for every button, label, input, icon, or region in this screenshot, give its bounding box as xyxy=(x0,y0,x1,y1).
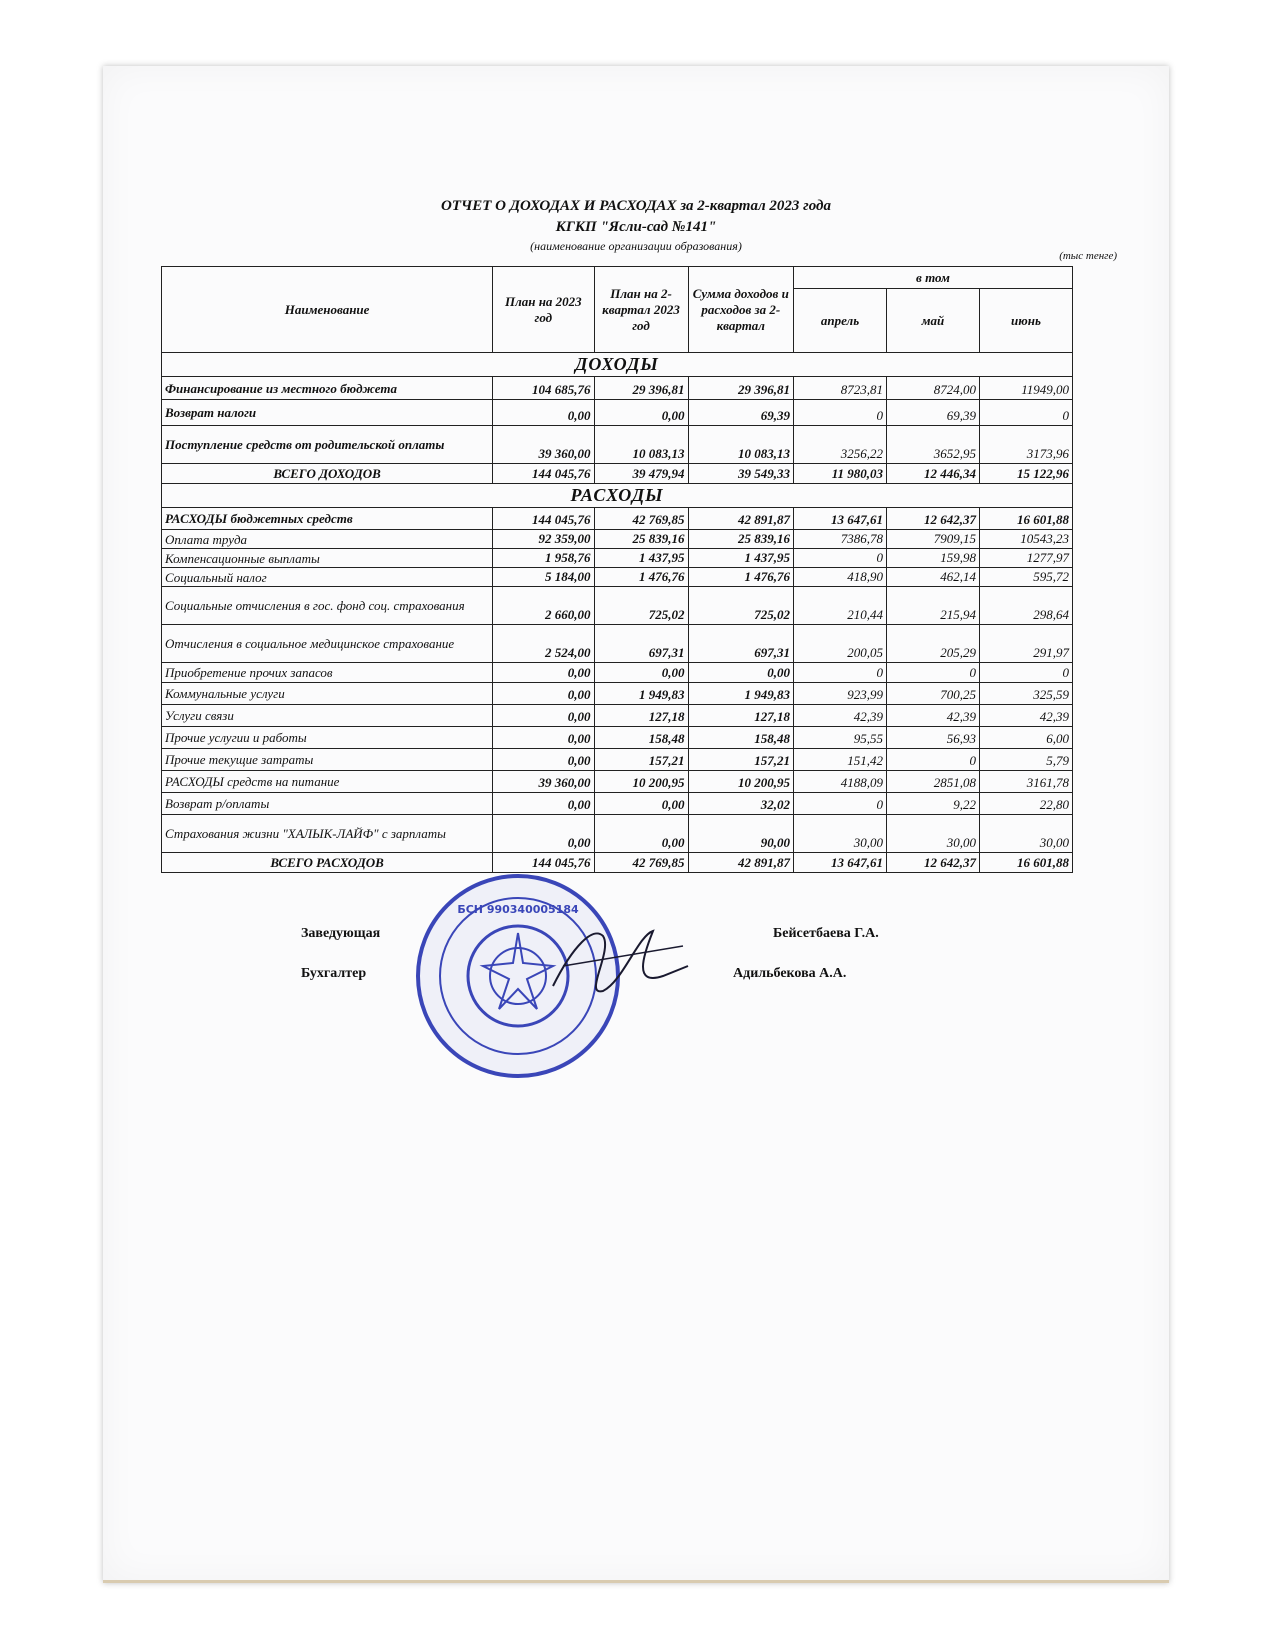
cell-sum-q2: 157,21 xyxy=(688,749,794,771)
section-title: РАСХОДЫ xyxy=(162,484,1073,508)
row-name: Возврат налоги xyxy=(162,400,493,426)
cell-plan-q2: 10 200,95 xyxy=(594,771,688,793)
cell-may: 462,14 xyxy=(887,568,980,587)
cell-april: 13 647,61 xyxy=(794,508,887,530)
row-name: Поступление средств от родительской оплаты xyxy=(162,426,493,464)
row-name: Прочие текущие затраты xyxy=(162,749,493,771)
row-name: Возврат р/оплаты xyxy=(162,793,493,815)
cell-june: 291,97 xyxy=(979,625,1072,663)
cell-may: 69,39 xyxy=(887,400,980,426)
col-header-sum-q2: Сумма доходов и расходов за 2-квартал xyxy=(688,267,794,353)
total-row xyxy=(162,853,1073,873)
cell-sum-q2: 10 200,95 xyxy=(688,771,794,793)
cell-april: 3256,22 xyxy=(794,426,887,464)
cell-april: 42,39 xyxy=(794,705,887,727)
cell-april: 11 980,03 xyxy=(794,464,887,484)
cell-june: 5,79 xyxy=(979,749,1072,771)
cell-sum-q2: 32,02 xyxy=(688,793,794,815)
table-row xyxy=(162,683,1073,705)
cell-may: 56,93 xyxy=(887,727,980,749)
cell-plan-q2: 10 083,13 xyxy=(594,426,688,464)
table-row xyxy=(162,705,1073,727)
row-name: ВСЕГО ДОХОДОВ xyxy=(162,464,493,484)
cell-april: 30,00 xyxy=(794,815,887,853)
table-row xyxy=(162,749,1073,771)
document-page xyxy=(103,66,1169,1583)
cell-sum-q2: 39 549,33 xyxy=(688,464,794,484)
row-name: Отчисления в социальное медицинское страхование xyxy=(162,625,493,663)
cell-plan-q2: 39 479,94 xyxy=(594,464,688,484)
cell-may: 2851,08 xyxy=(887,771,980,793)
cell-june: 15 122,96 xyxy=(979,464,1072,484)
col-header-including: в том xyxy=(794,267,1073,289)
cell-sum-q2: 29 396,81 xyxy=(688,377,794,400)
row-name: РАСХОДЫ средств на питание xyxy=(162,771,493,793)
cell-plan-year: 144 045,76 xyxy=(493,508,594,530)
cell-plan-q2: 25 839,16 xyxy=(594,530,688,549)
table-row xyxy=(162,625,1073,663)
cell-may: 215,94 xyxy=(887,587,980,625)
cell-may: 42,39 xyxy=(887,705,980,727)
cell-june: 42,39 xyxy=(979,705,1072,727)
income-expense-table xyxy=(161,266,1073,873)
cell-june: 595,72 xyxy=(979,568,1072,587)
cell-sum-q2: 1 437,95 xyxy=(688,549,794,568)
cell-june: 1277,97 xyxy=(979,549,1072,568)
cell-may: 700,25 xyxy=(887,683,980,705)
cell-plan-year: 2 660,00 xyxy=(493,587,594,625)
cell-plan-q2: 0,00 xyxy=(594,793,688,815)
cell-plan-q2: 0,00 xyxy=(594,400,688,426)
cell-sum-q2: 697,31 xyxy=(688,625,794,663)
head-title: Заведующая xyxy=(301,926,381,941)
table-row xyxy=(162,530,1073,549)
cell-plan-year: 0,00 xyxy=(493,815,594,853)
cell-april: 0 xyxy=(794,663,887,683)
col-header-plan-q2: План на 2-квартал 2023 год xyxy=(594,267,688,353)
cell-may: 205,29 xyxy=(887,625,980,663)
section-header-income xyxy=(162,353,1073,377)
cell-sum-q2: 25 839,16 xyxy=(688,530,794,549)
table-row xyxy=(162,377,1073,400)
row-name: Коммунальные услуги xyxy=(162,683,493,705)
col-header-plan-year: План на 2023 год xyxy=(493,267,594,353)
cell-plan-year: 0,00 xyxy=(493,793,594,815)
handwritten-signature xyxy=(543,906,693,1016)
row-name: Финансирование из местного бюджета xyxy=(162,377,493,400)
row-name: Компенсационные выплаты xyxy=(162,549,493,568)
report-title: ОТЧЕТ О ДОХОДАХ И РАСХОДАХ за 2-квартал 2023 года xyxy=(441,198,831,214)
cell-may: 12 642,37 xyxy=(887,853,980,873)
cell-april: 210,44 xyxy=(794,587,887,625)
cell-sum-q2: 1 476,76 xyxy=(688,568,794,587)
cell-june: 11949,00 xyxy=(979,377,1072,400)
cell-plan-q2: 42 769,85 xyxy=(594,853,688,873)
cell-sum-q2: 42 891,87 xyxy=(688,853,794,873)
cell-april: 8723,81 xyxy=(794,377,887,400)
cell-plan-year: 0,00 xyxy=(493,705,594,727)
accountant-title: Бухгалтер xyxy=(301,966,367,981)
cell-plan-q2: 158,48 xyxy=(594,727,688,749)
cell-may: 7909,15 xyxy=(887,530,980,549)
cell-june: 3173,96 xyxy=(979,426,1072,464)
table-row xyxy=(162,771,1073,793)
cell-plan-year: 0,00 xyxy=(493,749,594,771)
cell-plan-year: 0,00 xyxy=(493,727,594,749)
cell-sum-q2: 1 949,83 xyxy=(688,683,794,705)
col-header-june: июнь xyxy=(979,289,1072,353)
cell-may: 0 xyxy=(887,749,980,771)
cell-june: 325,59 xyxy=(979,683,1072,705)
head-name: Бейсетбаева Г.А. xyxy=(773,926,879,941)
organization-caption: (наименование организации образования) xyxy=(530,239,742,253)
cell-april: 7386,78 xyxy=(794,530,887,549)
cell-june: 0 xyxy=(979,663,1072,683)
cell-june: 0 xyxy=(979,400,1072,426)
col-header-april: апрель xyxy=(794,289,887,353)
table-row xyxy=(162,549,1073,568)
cell-april: 95,55 xyxy=(794,727,887,749)
accountant-name: Адильбекова А.А. xyxy=(733,966,847,981)
cell-plan-year: 5 184,00 xyxy=(493,568,594,587)
cell-plan-year: 144 045,76 xyxy=(493,464,594,484)
cell-april: 151,42 xyxy=(794,749,887,771)
cell-plan-q2: 725,02 xyxy=(594,587,688,625)
cell-plan-year: 0,00 xyxy=(493,400,594,426)
cell-may: 12 446,34 xyxy=(887,464,980,484)
cell-sum-q2: 725,02 xyxy=(688,587,794,625)
cell-april: 4188,09 xyxy=(794,771,887,793)
cell-may: 9,22 xyxy=(887,793,980,815)
cell-may: 30,00 xyxy=(887,815,980,853)
table-row xyxy=(162,400,1073,426)
cell-plan-q2: 157,21 xyxy=(594,749,688,771)
row-name: Социальные отчисления в гос. фонд соц. страхования xyxy=(162,587,493,625)
cell-may: 0 xyxy=(887,663,980,683)
cell-plan-q2: 1 949,83 xyxy=(594,683,688,705)
table-row xyxy=(162,727,1073,749)
cell-may: 3652,95 xyxy=(887,426,980,464)
row-name: Оплата труда xyxy=(162,530,493,549)
cell-june: 3161,78 xyxy=(979,771,1072,793)
cell-april: 200,05 xyxy=(794,625,887,663)
row-name: РАСХОДЫ бюджетных средств xyxy=(162,508,493,530)
organization-name: КГКП "Ясли-сад №141" xyxy=(555,219,717,235)
table-row xyxy=(162,663,1073,683)
col-header-may: май xyxy=(887,289,980,353)
cell-plan-q2: 1 437,95 xyxy=(594,549,688,568)
cell-plan-q2: 127,18 xyxy=(594,705,688,727)
row-name: Страхования жизни "ХАЛЫК-ЛАЙФ" с зарплаты xyxy=(162,815,493,853)
units-note: (тыс тенге) xyxy=(1059,250,1117,262)
cell-april: 0 xyxy=(794,400,887,426)
cell-april: 418,90 xyxy=(794,568,887,587)
cell-plan-q2: 0,00 xyxy=(594,663,688,683)
section-header-expenses xyxy=(162,484,1073,508)
cell-sum-q2: 0,00 xyxy=(688,663,794,683)
cell-plan-year: 92 359,00 xyxy=(493,530,594,549)
seal-bin-text: БСН 990340005184 xyxy=(457,903,579,916)
cell-sum-q2: 90,00 xyxy=(688,815,794,853)
cell-may: 159,98 xyxy=(887,549,980,568)
cell-sum-q2: 127,18 xyxy=(688,705,794,727)
cell-plan-q2: 42 769,85 xyxy=(594,508,688,530)
table-row xyxy=(162,508,1073,530)
row-name: Прочие услугии и работы xyxy=(162,727,493,749)
cell-sum-q2: 158,48 xyxy=(688,727,794,749)
row-name: ВСЕГО РАСХОДОВ xyxy=(162,853,493,873)
cell-june: 298,64 xyxy=(979,587,1072,625)
cell-may: 12 642,37 xyxy=(887,508,980,530)
cell-sum-q2: 10 083,13 xyxy=(688,426,794,464)
cell-plan-q2: 1 476,76 xyxy=(594,568,688,587)
title-block xyxy=(103,196,1169,254)
cell-june: 30,00 xyxy=(979,815,1072,853)
cell-plan-q2: 0,00 xyxy=(594,815,688,853)
cell-june: 22,80 xyxy=(979,793,1072,815)
total-row xyxy=(162,464,1073,484)
col-header-name: Наименование xyxy=(162,267,493,353)
cell-may: 8724,00 xyxy=(887,377,980,400)
cell-april: 0 xyxy=(794,793,887,815)
table-row xyxy=(162,793,1073,815)
table-row xyxy=(162,426,1073,464)
cell-plan-year: 144 045,76 xyxy=(493,853,594,873)
cell-plan-year: 104 685,76 xyxy=(493,377,594,400)
cell-sum-q2: 69,39 xyxy=(688,400,794,426)
cell-april: 923,99 xyxy=(794,683,887,705)
row-name: Социальный налог xyxy=(162,568,493,587)
table-row xyxy=(162,568,1073,587)
cell-plan-year: 39 360,00 xyxy=(493,771,594,793)
cell-plan-year: 0,00 xyxy=(493,663,594,683)
section-title: ДОХОДЫ xyxy=(162,353,1073,377)
cell-sum-q2: 42 891,87 xyxy=(688,508,794,530)
table-row xyxy=(162,815,1073,853)
row-name: Услуги связи xyxy=(162,705,493,727)
cell-june: 16 601,88 xyxy=(979,853,1072,873)
cell-june: 6,00 xyxy=(979,727,1072,749)
cell-plan-year: 1 958,76 xyxy=(493,549,594,568)
cell-plan-year: 2 524,00 xyxy=(493,625,594,663)
cell-plan-q2: 697,31 xyxy=(594,625,688,663)
cell-april: 0 xyxy=(794,549,887,568)
cell-april: 13 647,61 xyxy=(794,853,887,873)
cell-plan-year: 39 360,00 xyxy=(493,426,594,464)
cell-plan-q2: 29 396,81 xyxy=(594,377,688,400)
row-name: Приобретение прочих запасов xyxy=(162,663,493,683)
table-row xyxy=(162,587,1073,625)
cell-plan-year: 0,00 xyxy=(493,683,594,705)
cell-june: 10543,23 xyxy=(979,530,1072,549)
cell-june: 16 601,88 xyxy=(979,508,1072,530)
